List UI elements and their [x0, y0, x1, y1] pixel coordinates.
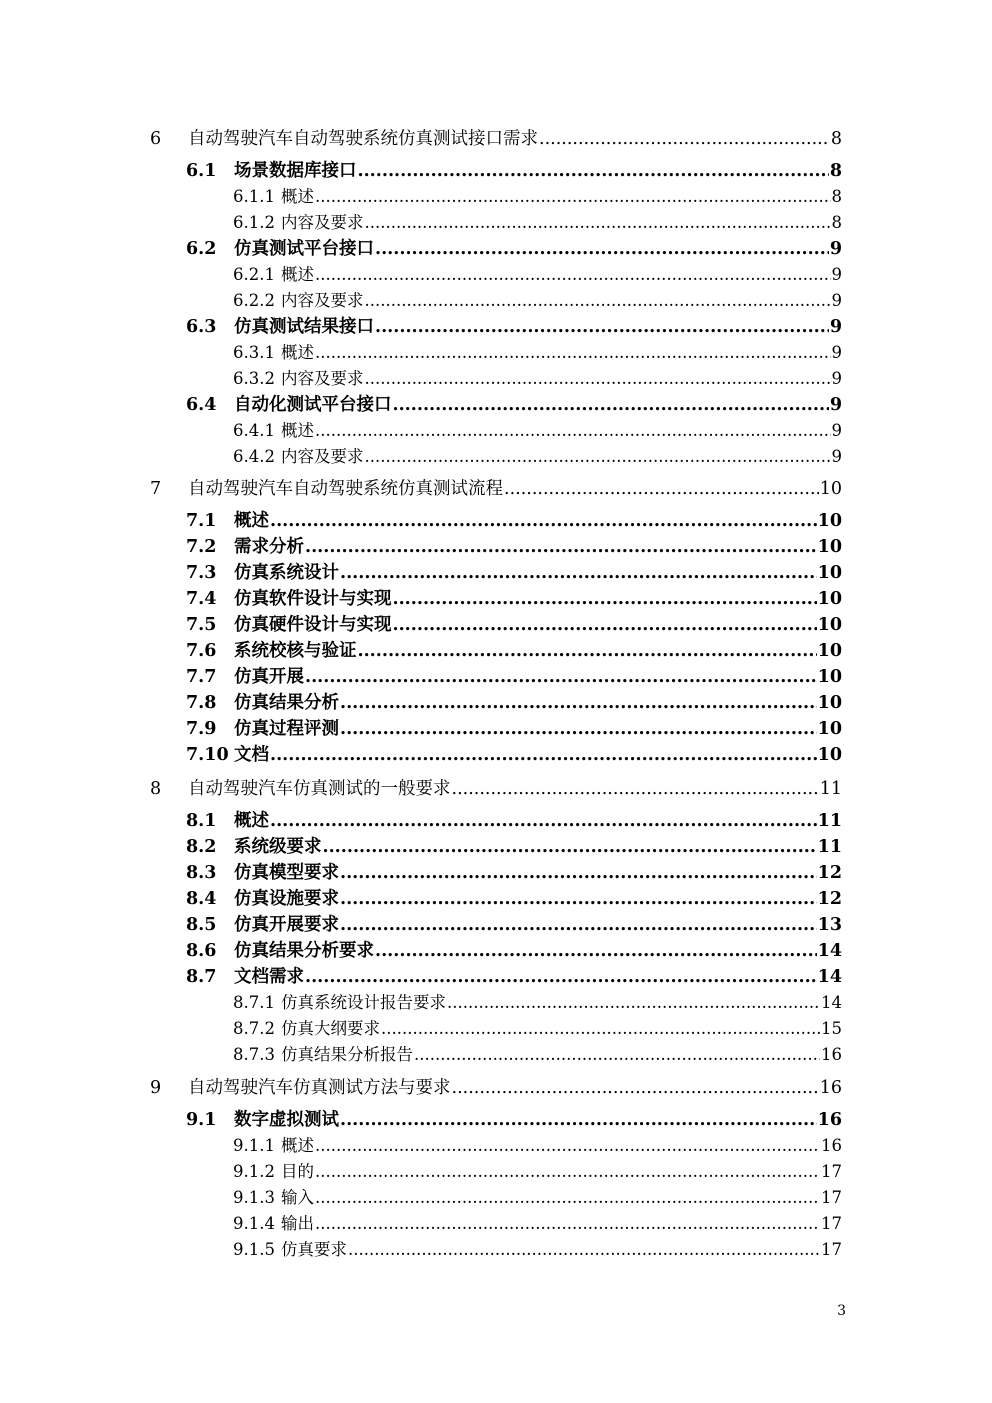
toc-entry-page: 10 [817, 719, 842, 739]
toc-entry-title: 输入 [280, 1188, 314, 1207]
toc-entry-9[interactable] [150, 1077, 842, 1099]
toc-entry-7-6[interactable] [186, 640, 842, 662]
toc-entry-number: 6.3 [186, 317, 217, 337]
toc-dot-leader [414, 1044, 820, 1066]
toc-entry-title: 仿真结果分析要求 [234, 941, 374, 961]
toc-entry-7-3[interactable] [186, 562, 842, 584]
toc-entry-number: 9.1 [186, 1110, 217, 1130]
toc-dot-leader [364, 212, 830, 234]
page-number: 3 [837, 1303, 846, 1319]
toc-entry-number: 9.1.4 [233, 1214, 275, 1233]
toc-entry-page: 17 [821, 1188, 842, 1207]
toc-entry-title: 场景数据库接口 [234, 161, 357, 181]
toc-dot-leader [375, 940, 817, 962]
toc-entry-7-9[interactable] [186, 718, 842, 740]
toc-dot-leader [270, 744, 817, 766]
toc-dot-leader [315, 1187, 820, 1209]
toc-dot-leader [315, 420, 831, 442]
toc-entry-page: 10 [817, 615, 842, 635]
toc-entry-number: 6.4.1 [233, 421, 275, 440]
toc-entry-number: 9.1.3 [233, 1188, 275, 1207]
toc-entry-number: 8.7.2 [233, 1019, 275, 1038]
toc-entry-title: 仿真模型要求 [234, 863, 339, 883]
toc-entry-8-1[interactable] [186, 810, 842, 832]
toc-entry-page: 10 [817, 641, 842, 661]
toc-entry-page: 15 [821, 1019, 842, 1038]
toc-entry-page: 17 [821, 1162, 842, 1181]
toc-entry-number: 9 [150, 1078, 162, 1098]
toc-entry-page: 14 [821, 993, 842, 1012]
toc-entry-number: 6 [150, 129, 162, 149]
toc-entry-number: 8.7 [186, 967, 217, 987]
toc-dot-leader [340, 888, 817, 910]
toc-dot-leader [393, 394, 829, 416]
toc-entry-number: 8.2 [186, 837, 217, 857]
toc-dot-leader [375, 316, 829, 338]
toc-entry-title: 内容及要求 [280, 447, 364, 466]
toc-dot-leader [315, 1213, 820, 1235]
toc-entry-number: 6.1 [186, 161, 217, 181]
toc-entry-8-6[interactable] [186, 940, 842, 962]
toc-entry-page: 10 [817, 745, 842, 765]
toc-entry-title: 自动驾驶汽车仿真测试的一般要求 [188, 779, 451, 799]
toc-dot-leader [393, 614, 817, 636]
toc-entry-page: 13 [817, 915, 842, 935]
toc-dot-leader [364, 290, 830, 312]
toc-entry-number: 6.2.2 [233, 291, 275, 310]
toc-entry-title: 仿真软件设计与实现 [234, 589, 392, 609]
toc-entry-title: 内容及要求 [280, 369, 364, 388]
toc-entry-page: 12 [817, 863, 842, 883]
toc-entry-page: 9 [829, 239, 842, 259]
toc-entry-number: 7.6 [186, 641, 217, 661]
toc-entry-9-1-5[interactable] [233, 1239, 842, 1261]
toc-entry-6-4[interactable] [186, 394, 842, 416]
toc-entry-page: 9 [831, 265, 842, 284]
toc-entry-page: 8 [830, 129, 842, 149]
toc-entry-title: 自动驾驶汽车仿真测试方法与要求 [188, 1078, 451, 1098]
toc-entry-9-1-1[interactable] [233, 1135, 842, 1157]
toc-entry-page: 9 [831, 447, 842, 466]
toc-entry-number: 7.9 [186, 719, 217, 739]
toc-entry-page: 14 [817, 941, 842, 961]
toc-dot-leader [452, 1077, 819, 1099]
toc-entry-6-1-2[interactable] [233, 212, 842, 234]
toc-entry-number: 6.1.2 [233, 213, 275, 232]
toc-entry-title: 仿真开展 [234, 667, 304, 687]
toc-entry-page: 17 [821, 1214, 842, 1233]
toc-entry-page: 16 [821, 1136, 842, 1155]
toc-entry-title: 仿真系统设计报告要求 [280, 993, 446, 1012]
toc-dot-leader [305, 536, 817, 558]
toc-entry-title: 仿真过程评测 [234, 719, 339, 739]
toc-entry-6-2[interactable] [186, 238, 842, 260]
toc-entry-number: 7.3 [186, 563, 217, 583]
toc-entry-page: 11 [817, 811, 842, 831]
toc-entry-number: 6.2.1 [233, 265, 275, 284]
toc-entry-number: 6.1.1 [233, 187, 275, 206]
toc-dot-leader [364, 446, 830, 468]
toc-entry-6-3[interactable] [186, 316, 842, 338]
toc-entry-7-4[interactable] [186, 588, 842, 610]
toc-dot-leader [305, 966, 817, 988]
toc-entry-9-1[interactable] [186, 1109, 842, 1131]
toc-dot-leader [504, 478, 819, 500]
toc-entry-title: 仿真硬件设计与实现 [234, 615, 392, 635]
toc-entry-page: 11 [817, 837, 842, 857]
toc-entry-8-5[interactable] [186, 914, 842, 936]
toc-entry-number: 8.3 [186, 863, 217, 883]
toc-entry-6-1-1[interactable] [233, 186, 842, 208]
toc-entry-7-7[interactable] [186, 666, 842, 688]
toc-entry-page: 10 [817, 589, 842, 609]
toc-entry-9-1-4[interactable] [233, 1213, 842, 1235]
toc-entry-title: 自动驾驶汽车自动驾驶系统仿真测试流程 [188, 479, 503, 499]
toc-entry-8-4[interactable] [186, 888, 842, 910]
toc-entry-number: 9.1.5 [233, 1240, 275, 1259]
toc-entry-8-3[interactable] [186, 862, 842, 884]
toc-entry-page: 16 [819, 1078, 842, 1098]
toc-dot-leader [340, 914, 817, 936]
toc-entry-title: 输出 [280, 1214, 314, 1233]
toc-dot-leader [381, 1018, 820, 1040]
toc-entry-number: 7.10 [186, 745, 229, 765]
toc-entry-8-7-2[interactable] [233, 1018, 842, 1040]
toc-entry-title: 需求分析 [234, 537, 304, 557]
toc-entry-number: 8.1 [186, 811, 217, 831]
toc-entry-page: 10 [817, 667, 842, 687]
toc-entry-title: 仿真开展要求 [234, 915, 339, 935]
toc-entry-page: 9 [829, 317, 842, 337]
toc-entry-7-5[interactable] [186, 614, 842, 636]
toc-entry-page: 9 [831, 291, 842, 310]
toc-dot-leader [452, 778, 819, 800]
toc-dot-leader [340, 718, 817, 740]
toc-dot-leader [270, 510, 817, 532]
toc-dot-leader [340, 862, 817, 884]
toc-dot-leader [270, 810, 817, 832]
toc-entry-6-2-1[interactable] [233, 264, 842, 286]
toc-entry-title: 仿真结果分析报告 [280, 1045, 413, 1064]
toc-entry-page: 14 [817, 967, 842, 987]
toc-entry-8-7[interactable] [186, 966, 842, 988]
toc-entry-page: 10 [817, 511, 842, 531]
toc-entry-6-3-2[interactable] [233, 368, 842, 390]
toc-entry-title: 仿真测试平台接口 [234, 239, 374, 259]
toc-entry-8-2[interactable] [186, 836, 842, 858]
toc-dot-leader [340, 562, 817, 584]
toc-entry-6-2-2[interactable] [233, 290, 842, 312]
toc-entry-page: 8 [831, 213, 842, 232]
toc-entry-page: 8 [829, 161, 842, 181]
toc-dot-leader [315, 1135, 820, 1157]
toc-entry-6-1[interactable] [186, 160, 842, 182]
toc-entry-number: 7 [150, 479, 162, 499]
toc-entry-page: 9 [831, 421, 842, 440]
toc-entry-number: 7.8 [186, 693, 217, 713]
toc-dot-leader [358, 640, 817, 662]
toc-entry-8-7-1[interactable] [233, 992, 842, 1014]
toc-entry-title: 目的 [280, 1162, 314, 1181]
toc-dot-leader [315, 186, 831, 208]
toc-dot-leader [323, 836, 817, 858]
toc-entry-page: 8 [831, 187, 842, 206]
toc-entry-number: 7.1 [186, 511, 217, 531]
toc-entry-9-1-3[interactable] [233, 1187, 842, 1209]
toc-dot-leader [315, 342, 831, 364]
toc-entry-6[interactable] [150, 128, 842, 150]
toc-entry-title: 仿真要求 [280, 1240, 347, 1259]
toc-entry-page: 10 [817, 693, 842, 713]
toc-entry-number: 6.4 [186, 395, 217, 415]
toc-entry-9-1-2[interactable] [233, 1161, 842, 1183]
toc-entry-7-10[interactable] [186, 744, 842, 766]
toc-entry-title: 自动化测试平台接口 [234, 395, 392, 415]
toc-entry-title: 文档需求 [234, 967, 304, 987]
toc-entry-title: 概述 [234, 811, 269, 831]
toc-dot-leader [447, 992, 820, 1014]
toc-entry-7-8[interactable] [186, 692, 842, 714]
toc-entry-title: 仿真系统设计 [234, 563, 339, 583]
toc-entry-number: 6.2 [186, 239, 217, 259]
toc-entry-title: 数字虚拟测试 [234, 1110, 339, 1130]
toc-dot-leader [348, 1239, 820, 1261]
toc-entry-number: 9.1.1 [233, 1136, 275, 1155]
toc-dot-leader [315, 1161, 820, 1183]
toc-entry-8-7-3[interactable] [233, 1044, 842, 1066]
toc-entry-title: 概述 [280, 265, 314, 284]
toc-entry-title: 概述 [280, 421, 314, 440]
toc-entry-title: 系统校核与验证 [234, 641, 357, 661]
toc-entry-number: 7.2 [186, 537, 217, 557]
toc-entry-number: 8 [150, 779, 162, 799]
toc-entry-number: 7.7 [186, 667, 217, 687]
toc-dot-leader [539, 128, 830, 150]
toc-entry-page: 12 [817, 889, 842, 909]
toc-dot-leader [305, 666, 817, 688]
toc-entry-page: 11 [819, 779, 842, 799]
toc-entry-number: 8.5 [186, 915, 217, 935]
toc-entry-title: 概述 [280, 1136, 314, 1155]
toc-entry-number: 7.4 [186, 589, 217, 609]
toc-entry-6-3-1[interactable] [233, 342, 842, 364]
toc-entry-number: 8.7.3 [233, 1045, 275, 1064]
toc-entry-title: 仿真测试结果接口 [234, 317, 374, 337]
toc-entry-page: 10 [819, 479, 842, 499]
toc-entry-number: 6.3.1 [233, 343, 275, 362]
toc-entry-title: 系统级要求 [234, 837, 322, 857]
toc-entry-6-4-1[interactable] [233, 420, 842, 442]
toc-entry-title: 内容及要求 [280, 291, 364, 310]
toc-dot-leader [364, 368, 830, 390]
toc-entry-7-2[interactable] [186, 536, 842, 558]
toc-entry-title: 概述 [234, 511, 269, 531]
toc-entry-page: 10 [817, 537, 842, 557]
toc-entry-title: 概述 [280, 343, 314, 362]
toc-dot-leader [375, 238, 829, 260]
toc-entry-8[interactable] [150, 778, 842, 800]
toc-entry-number: 8.6 [186, 941, 217, 961]
toc-entry-number: 6.3.2 [233, 369, 275, 388]
toc-entry-title: 文档 [234, 745, 269, 765]
toc-entry-title: 仿真大纲要求 [280, 1019, 380, 1038]
toc-dot-leader [393, 588, 817, 610]
toc-entry-7[interactable] [150, 478, 842, 500]
toc-dot-leader [358, 160, 829, 182]
toc-entry-page: 9 [831, 343, 842, 362]
toc-dot-leader [340, 692, 817, 714]
toc-entry-page: 16 [817, 1110, 842, 1130]
toc-entry-6-4-2[interactable] [233, 446, 842, 468]
toc-entry-title: 内容及要求 [280, 213, 364, 232]
toc-entry-page: 9 [831, 369, 842, 388]
toc-entry-number: 8.7.1 [233, 993, 275, 1012]
toc-entry-title: 仿真设施要求 [234, 889, 339, 909]
toc-entry-number: 8.4 [186, 889, 217, 909]
toc-dot-leader [315, 264, 831, 286]
toc-entry-title: 仿真结果分析 [234, 693, 339, 713]
toc-entry-7-1[interactable] [186, 510, 842, 532]
toc-entry-title: 概述 [280, 187, 314, 206]
toc-entry-page: 10 [817, 563, 842, 583]
toc-entry-number: 9.1.2 [233, 1162, 275, 1181]
toc-entry-number: 7.5 [186, 615, 217, 635]
toc-entry-page: 9 [829, 395, 842, 415]
toc-dot-leader [340, 1109, 817, 1131]
toc-entry-title: 自动驾驶汽车自动驾驶系统仿真测试接口需求 [188, 129, 538, 149]
toc-entry-number: 6.4.2 [233, 447, 275, 466]
toc-entry-page: 17 [821, 1240, 842, 1259]
toc-entry-page: 16 [821, 1045, 842, 1064]
